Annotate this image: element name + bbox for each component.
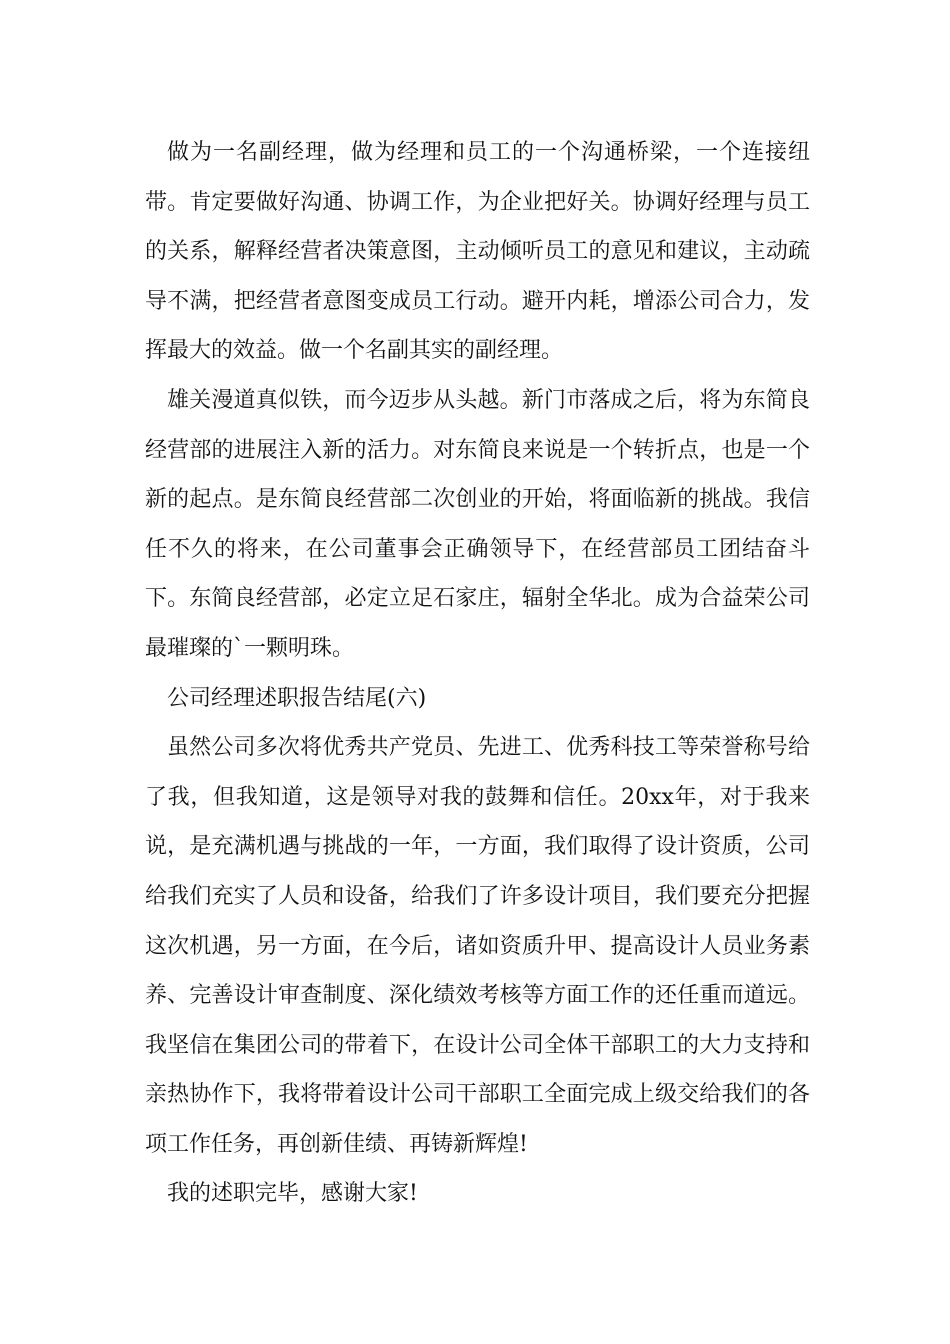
paragraph-vice-manager-role: 做为一名副经理，做为经理和员工的一个沟通桥梁，一个连接纽带。肯定要做好沟通、协调工作，为企业把好关。协调好经理与员工的关系，解释经营者决策意图，主动倾听员工的意见和建议，主动疏导不满，把经营者意图变成员工行动。避开内耗，增添公司合力，发挥最大的效益。做一个名副其实的副经理。 [145,140,810,364]
document-body [145,128,810,1219]
paragraph-new-store-outlook: 雄关漫道真似铁，而今迈步从头越。新门市落成之后，将为东简良经营部的进展注入新的活力。对东简良来说是一个转折点，也是一个新的起点。是东简良经营部二次创业的开始，将面临新的挑战。我信任不久的将来，在公司董事会正确领导下，在经营部员工团结奋斗下。东简良经营部，必定立足石家庄，辐射全华北。成为合益荣公司最璀璨的`一颗明珠。 [145,387,810,661]
paragraph-annual-review: 虽然公司多次将优秀共产党员、先进工、优秀科技工等荣誉称号给了我，但我知道，这是领导对我的鼓舞和信任。20xx年，对于我来说，是充满机遇与挑战的一年，一方面，我们取得了设计资质，公司给我们充实了人员和设备，给我们了许多设计项目，我们要充分把握这次机遇，另一方面，在今后，诸如资质升甲、提高设计人员业务素养、完善设计审查制度、深化绩效考核等方面工作的还任重而道远。我坚信在集团公司的带着下，在设计公司全体干部职工的大力支持和亲热协作下，我将带着设计公司干部职工全面完成上级交给我们的各项工作任务，再创新佳绩、再铸新辉煌! [145,735,810,1157]
section-heading: 公司经理述职报告结尾(六) [167,685,427,711]
paragraph-closing: 我的述职完毕，感谢大家! [167,1181,418,1207]
